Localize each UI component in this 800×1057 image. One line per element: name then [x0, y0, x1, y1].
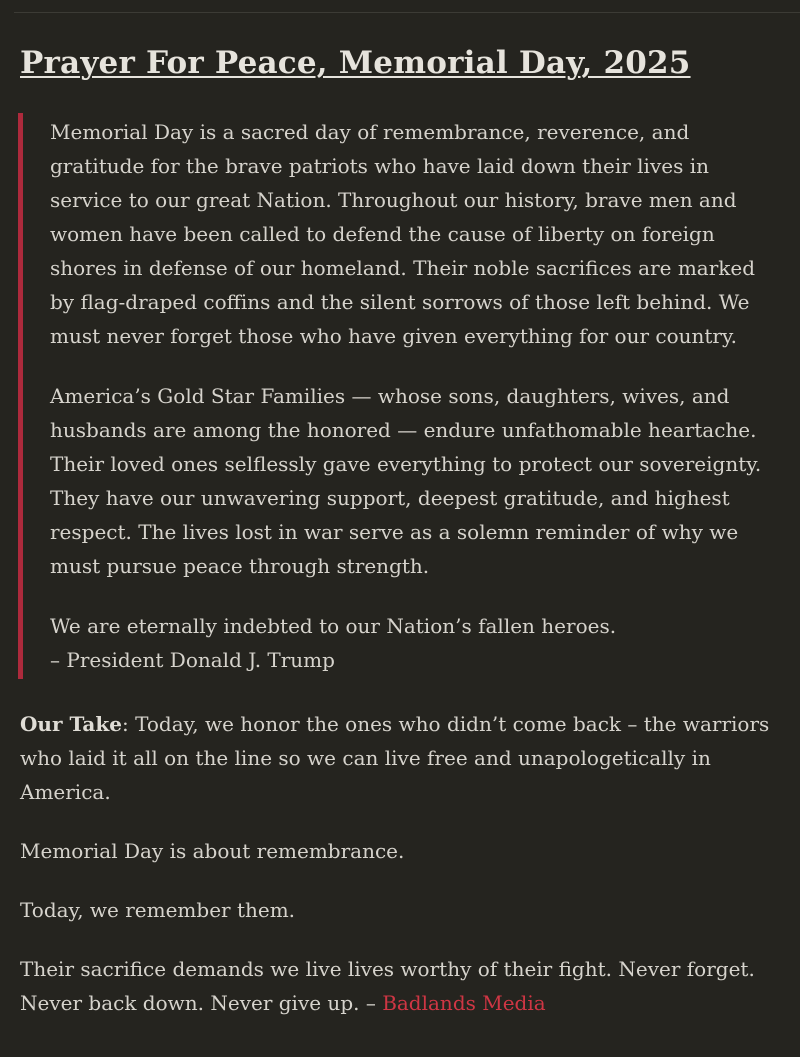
closing-paragraph [20, 952, 785, 1020]
remembrance-paragraph: Memorial Day is about remembrance. [20, 838, 405, 863]
badlands-media-link[interactable]: Badlands Media [382, 990, 546, 1015]
quote-paragraph-3 [50, 609, 771, 677]
quote-closing-line: We are eternally indebted to our Nation’s fallen heroes. [50, 613, 617, 638]
top-divider [14, 12, 800, 13]
article-title [20, 44, 785, 83]
article-page [0, 12, 800, 1057]
our-take-label: Our Take [20, 711, 122, 736]
our-take-paragraph [20, 707, 785, 809]
quote-attribution: – President Donald J. Trump [50, 647, 335, 672]
quote-paragraph-2: America’s Gold Star Families — whose sons, daughters, wives, and husbands are among the honored — endure unfathomable heartache. Their loved ones selflessly gave everything to protect our sovereignty. They have our unwavering support, deepest gratitude, and highest respect. The lives lost in war serve as a solemn reminder of why we must pursue peace through strength. [50, 383, 762, 578]
closing-text: Their sacrifice demands we live lives worthy of their fight. Never forget. Never back down. Never give up. – [20, 956, 755, 1015]
article [20, 44, 785, 1020]
article-title-link[interactable]: Prayer For Peace, Memorial Day, 2025 [20, 45, 691, 81]
presidential-quote [18, 113, 771, 679]
remember-them-paragraph: Today, we remember them. [20, 897, 296, 922]
quote-paragraph-1: Memorial Day is a sacred day of remembrance, reverence, and gratitude for the brave patriots who have laid down their lives in service to our great Nation. Throughout our history, brave men and women have been called to defend the cause of liberty on foreign shores in defense of our homeland. Their noble sacrifices are marked by flag-draped coffins and the silent sorrows of those left behind. We must never forget those who have given everything for our country. [50, 119, 756, 348]
our-take-text: : Today, we honor the ones who didn’t come back – the warriors who laid it all on the line so we can live free and unapologetically in America. [20, 711, 770, 804]
